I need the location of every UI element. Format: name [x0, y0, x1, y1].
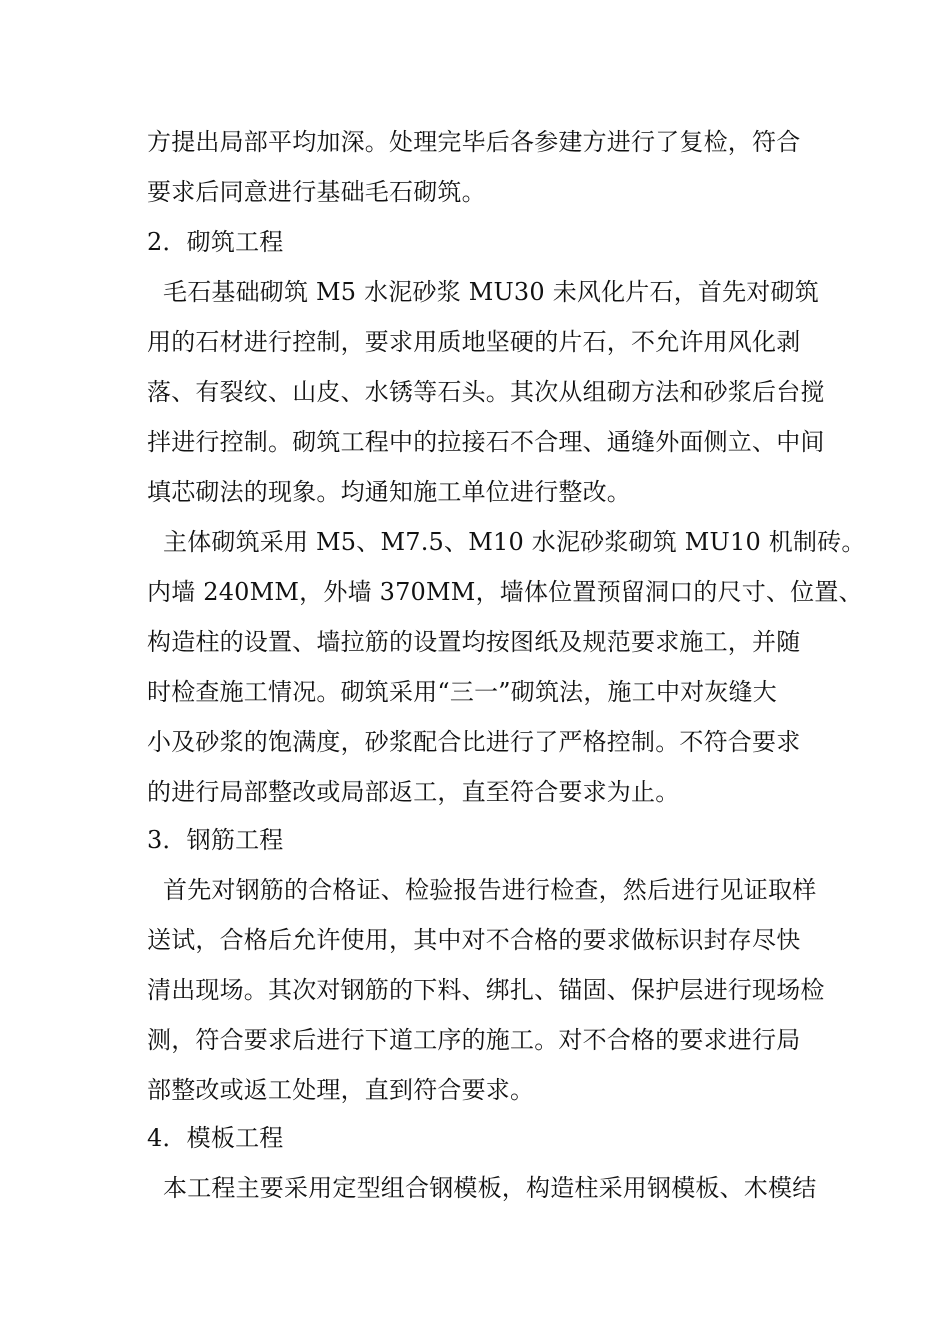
- text-line: 用的石材进行控制，要求用质地坚硬的片石，不允许用风化剥: [147, 328, 801, 356]
- text-line: 时检查施工情况。砌筑采用“三一”砌筑法，施工中对灰缝大: [147, 678, 777, 706]
- text-line: 本工程主要采用定型组合钢模板，构造柱采用钢模板、木模结: [163, 1174, 817, 1202]
- text-line: 的进行局部整改或局部返工，直至符合要求为止。: [147, 778, 680, 806]
- text-line: 小及砂浆的饱满度，砂浆配合比进行了严格控制。不符合要求: [147, 728, 801, 756]
- text-line: 送试，合格后允许使用，其中对不合格的要求做标识封存尽快: [147, 926, 801, 954]
- section-heading: 3．钢筋工程: [147, 826, 284, 854]
- text-line: 内墙 240MM，外墙 370MM，墙体位置预留洞口的尺寸、位置、: [147, 578, 863, 606]
- text-line: 测，符合要求后进行下道工序的施工。对不合格的要求进行局: [147, 1026, 801, 1054]
- text-line: 落、有裂纹、山皮、水锈等石头。其次从组砌方法和砂浆后台搅: [147, 378, 825, 406]
- section-heading: 4．模板工程: [147, 1124, 284, 1152]
- text-line: 填芯砌法的现象。均通知施工单位进行整改。: [147, 478, 631, 506]
- text-line: 清出现场。其次对钢筋的下料、绑扎、锚固、保护层进行现场检: [147, 976, 825, 1004]
- text-line: 方提出局部平均加深。处理完毕后各参建方进行了复检，符合: [147, 128, 801, 156]
- text-line: 首先对钢筋的合格证、检验报告进行检查，然后进行见证取样: [163, 876, 817, 904]
- text-line: 拌进行控制。砌筑工程中的拉接石不合理、通缝外面侧立、中间: [147, 428, 825, 456]
- text-line: 要求后同意进行基础毛石砌筑。: [147, 178, 486, 206]
- text-line: 构造柱的设置、墙拉筋的设置均按图纸及规范要求施工，并随: [147, 628, 801, 656]
- section-heading: 2．砌筑工程: [147, 228, 284, 256]
- text-line: 主体砌筑采用 M5、M7.5、M10 水泥砂浆砌筑 MU10 机制砖。: [163, 528, 866, 556]
- text-line: 部整改或返工处理，直到符合要求。: [147, 1076, 535, 1104]
- text-line: 毛石基础砌筑 M5 水泥砂浆 MU30 未风化片石，首先对砌筑: [163, 278, 819, 306]
